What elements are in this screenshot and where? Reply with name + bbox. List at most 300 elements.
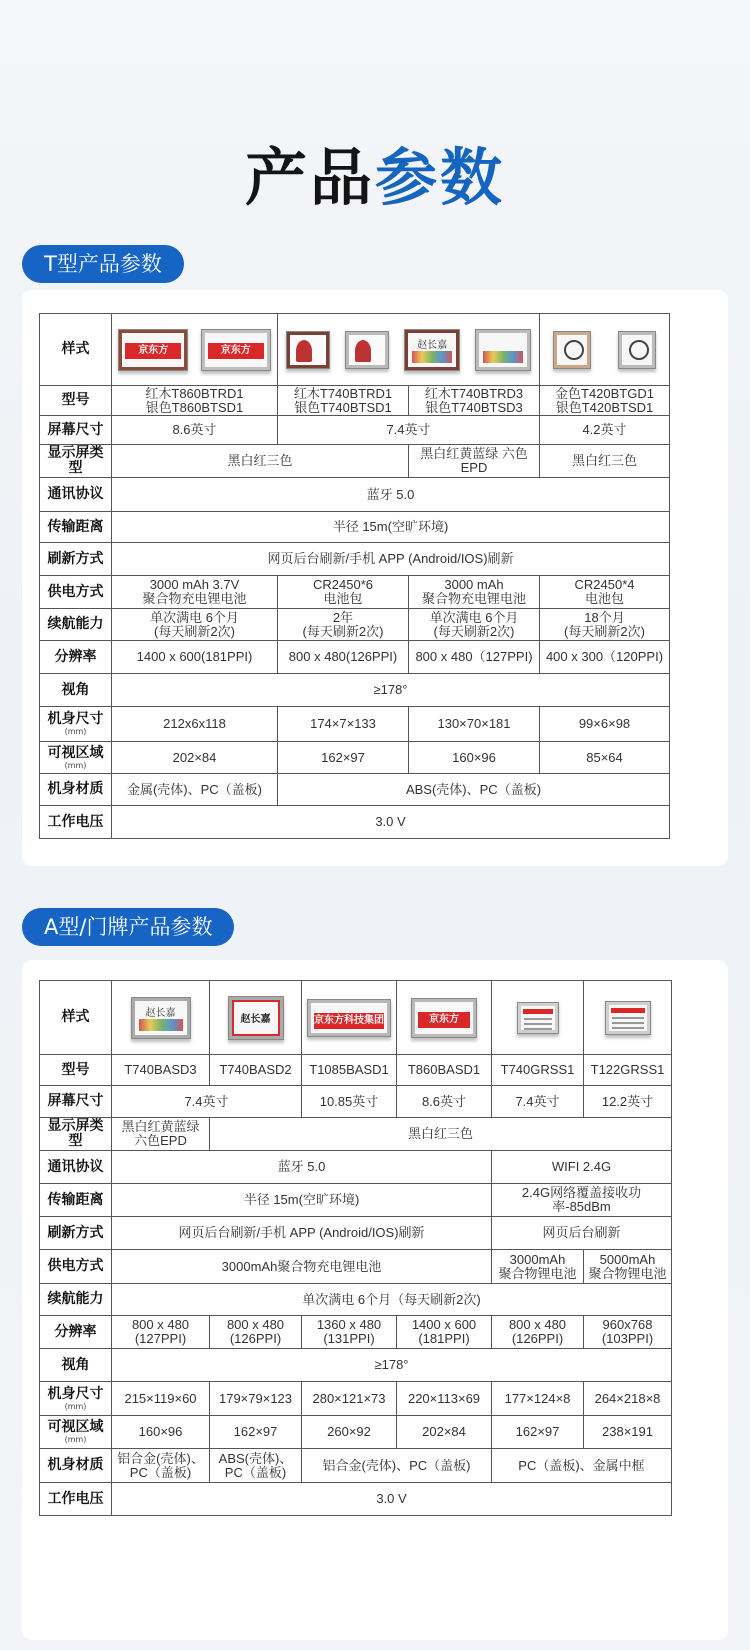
row-label	[40, 641, 112, 674]
spec-cell	[210, 1118, 672, 1151]
spec-cell	[112, 981, 210, 1055]
row-label-text: 工作电压	[47, 813, 104, 830]
cell-text-line: ABS(壳体)、PC（盖板)	[405, 781, 542, 797]
cell-text-line: 162×97	[321, 749, 365, 765]
spec-cell	[492, 1055, 584, 1086]
cell-text-line: ≥178°	[374, 1357, 409, 1372]
row-label-text: 屏幕尺寸	[47, 1093, 104, 1109]
cell-text-line: 8.6英寸	[172, 422, 217, 437]
cell-text-line: 7.4英寸	[386, 422, 431, 437]
spec-table-a-type	[39, 980, 672, 1516]
spec-cell	[302, 981, 397, 1055]
spec-row	[40, 1416, 672, 1449]
spec-row	[40, 1449, 672, 1483]
product-photo	[553, 331, 591, 369]
spec-row	[40, 742, 670, 774]
cell-text-line: 网页后台刷新/手机 APP (Android/IOS)刷新	[267, 551, 514, 566]
cell-text-line: 电池包	[323, 591, 363, 606]
cell-text-line: 黑白红黄蓝绿 六色EPD	[420, 446, 528, 475]
spec-row	[40, 1250, 672, 1284]
cell-text-line: 聚合物锂电池	[498, 1265, 577, 1281]
cell-text-line: 160×96	[452, 749, 496, 765]
spec-cell	[112, 1217, 492, 1250]
spec-row	[40, 981, 672, 1055]
spec-cell	[112, 1151, 492, 1184]
product-photo	[475, 329, 531, 371]
row-label	[40, 707, 112, 742]
spec-cell	[397, 1086, 492, 1118]
spec-row	[40, 806, 670, 839]
cell-text-line: 聚合物锂电池	[588, 1265, 667, 1281]
spec-row	[40, 1316, 672, 1349]
spec-cell	[409, 576, 540, 609]
cell-text-line: 3.0 V	[375, 814, 406, 829]
spec-cell	[492, 1217, 672, 1250]
row-label-unit: (mm)	[64, 760, 87, 770]
spec-cell	[112, 806, 670, 839]
cell-text-line: 162×97	[233, 1424, 278, 1439]
cell-text-line: 网页后台刷新/手机 APP (Android/IOS)刷新	[178, 1225, 425, 1240]
product-photo	[131, 997, 191, 1039]
cell-text-line: (每天刷新2次)	[302, 623, 384, 639]
cell-text-line: 162×97	[515, 1424, 560, 1439]
spec-cell	[540, 609, 670, 641]
spec-cell	[112, 1118, 210, 1151]
spec-cell	[540, 707, 670, 742]
spec-cell	[112, 416, 278, 445]
cell-text-line: 7.4英寸	[184, 1093, 229, 1109]
row-label	[40, 1284, 112, 1316]
row-label	[40, 806, 112, 839]
row-label	[40, 1250, 112, 1284]
row-label-text: 通讯协议	[47, 1158, 104, 1175]
cell-text-line: 2.4G网络覆盖接收功率-85dBm	[521, 1185, 642, 1214]
spec-cell	[397, 1382, 492, 1416]
cell-text-line: 聚合物充电锂电池	[421, 591, 526, 606]
spec-cell	[584, 1250, 672, 1284]
spec-cell	[397, 1055, 492, 1086]
cell-text-line: T122GRSS1	[590, 1062, 665, 1077]
row-label	[40, 1055, 112, 1086]
cell-text-line: 电池包	[584, 591, 624, 606]
spec-cell	[492, 1250, 584, 1284]
row-label	[40, 1349, 112, 1382]
row-label-text: 型号	[61, 392, 90, 408]
spec-cell	[540, 416, 670, 445]
spec-cell	[409, 641, 540, 674]
page-title-part2: 参数	[375, 141, 506, 214]
spec-cell	[540, 386, 670, 416]
cell-text-line: 3000 mAh	[444, 577, 504, 592]
spec-cell	[584, 1382, 672, 1416]
cell-text-line: (131PPI)	[323, 1331, 375, 1346]
spec-row	[40, 641, 670, 674]
cell-text-line: 160×96	[138, 1424, 183, 1439]
cell-text-line: 174×7×133	[310, 716, 376, 731]
cell-text-line: PC（盖板)、金属中框	[518, 1457, 645, 1473]
spec-row	[40, 1349, 672, 1382]
cell-text-line: 99×6×98	[578, 716, 631, 731]
page-title-part1: 产品	[244, 141, 375, 214]
spec-cell	[397, 1416, 492, 1449]
spec-row	[40, 478, 670, 512]
row-label	[40, 1416, 112, 1449]
cell-text-line: 黑白红黄蓝绿	[121, 1119, 200, 1134]
spec-cell	[210, 1382, 302, 1416]
spec-row	[40, 1086, 672, 1118]
cell-text-line: 5000mAh	[599, 1251, 656, 1267]
spec-row	[40, 1483, 672, 1516]
spec-cell	[278, 386, 409, 416]
row-label-text: 续航能力	[47, 616, 104, 632]
cell-text-line: 单次满电 6个月（每天刷新2次)	[302, 1291, 481, 1307]
spec-cell	[302, 1316, 397, 1349]
spec-cell	[302, 1382, 397, 1416]
spec-cell	[540, 576, 670, 609]
spec-row	[40, 386, 670, 416]
cell-text-line: CR2450*6	[313, 577, 373, 592]
spec-cell	[492, 1382, 584, 1416]
cell-text-line: PC（盖板)	[224, 1464, 287, 1480]
spec-cell	[492, 1151, 672, 1184]
cell-text-line: 7.4英寸	[515, 1093, 560, 1109]
cell-text-line: 蓝牙 5.0	[277, 1159, 326, 1174]
cell-text-line: 2年	[332, 609, 354, 625]
row-label-text: 样式	[61, 1009, 90, 1025]
cell-text-line: (每天刷新2次)	[154, 623, 235, 639]
cell-text-line: 铝合金(壳体)、PC（盖板)	[322, 1457, 471, 1473]
cell-text-line: (181PPI)	[418, 1331, 470, 1346]
cell-text-line: 800 x 480	[508, 1317, 567, 1332]
spec-cell	[210, 1055, 302, 1086]
row-label	[40, 576, 112, 609]
spec-cell	[112, 576, 278, 609]
cell-text-line: (126PPI)	[229, 1331, 282, 1346]
spec-cell	[112, 1449, 210, 1483]
spec-cell	[492, 1316, 584, 1349]
cell-text-line: 红木T860BTRD1	[145, 385, 244, 401]
spec-row	[40, 674, 670, 707]
spec-cell	[278, 641, 409, 674]
spec-cell	[112, 641, 278, 674]
spec-row	[40, 1284, 672, 1316]
row-label	[40, 674, 112, 707]
spec-cell	[278, 774, 670, 806]
row-label	[40, 1382, 112, 1416]
cell-text-line: T860BASD1	[407, 1062, 481, 1077]
spec-cell	[112, 386, 278, 416]
row-label-text: 机身材质	[47, 781, 104, 797]
spec-cell	[112, 774, 278, 806]
cell-text-line: 红木T740BTRD1	[293, 385, 393, 401]
spec-cell	[584, 981, 672, 1055]
row-label-text: 工作电压	[47, 1490, 104, 1507]
product-photo	[404, 329, 460, 371]
cell-text-line: 银色T860BTSD1	[145, 399, 244, 415]
cell-text-line: 金属(壳体)、PC（盖板)	[126, 781, 263, 797]
spec-cell	[584, 1316, 672, 1349]
row-label-text: 机身尺寸	[47, 711, 104, 727]
spec-row	[40, 543, 670, 576]
row-label	[40, 981, 112, 1055]
cell-text-line: 238×191	[602, 1424, 653, 1439]
product-photo	[118, 329, 188, 371]
cell-text-line: 220×113×69	[407, 1390, 481, 1406]
row-label-text: 屏幕尺寸	[47, 421, 104, 438]
product-photo	[345, 331, 389, 369]
row-label	[40, 1086, 112, 1118]
cell-text-line: 网页后台刷新	[542, 1225, 621, 1240]
cell-text-line: 10.85英寸	[319, 1093, 379, 1109]
row-label-text: 视角	[61, 681, 90, 698]
cell-text-line: 3000 mAh 3.7V	[149, 577, 240, 592]
cell-text-line: 单次满电 6个月	[429, 609, 519, 625]
spec-row	[40, 609, 670, 641]
spec-cell	[210, 1316, 302, 1349]
spec-cell	[112, 314, 278, 386]
product-photo	[517, 1002, 559, 1034]
spec-cell	[540, 742, 670, 774]
sign-text: 赵长嘉	[145, 1007, 176, 1019]
spec-cell	[540, 445, 670, 478]
cell-text-line: 聚合物充电锂电池	[142, 591, 247, 606]
spec-cell	[409, 707, 540, 742]
cell-text-line: 黑白红三色	[227, 453, 293, 468]
spec-cell	[112, 1184, 492, 1217]
row-label-unit: (mm)	[64, 727, 87, 736]
page-title	[0, 128, 750, 217]
row-label-text: 机身材质	[47, 1457, 104, 1473]
cell-text-line: 12.2英寸	[601, 1093, 654, 1109]
spec-cell	[409, 386, 540, 416]
cell-text-line: 1400 x 600	[411, 1317, 477, 1332]
cell-text-line: 400 x 300（120PPI)	[545, 649, 664, 664]
cell-text-line: 8.6英寸	[421, 1093, 467, 1109]
spec-cell	[112, 1055, 210, 1086]
section-heading-a-type: A型/门牌产品参数	[22, 908, 234, 946]
cell-text-line: (每天刷新2次)	[564, 623, 645, 639]
spec-cell	[210, 1449, 302, 1483]
spec-row	[40, 1184, 672, 1217]
spec-cell	[302, 1449, 492, 1483]
row-label-unit: (mm)	[64, 1401, 87, 1411]
spec-row	[40, 707, 670, 742]
spec-cell	[112, 1316, 210, 1349]
spec-cell	[112, 478, 670, 512]
product-photo	[618, 331, 656, 369]
spec-cell	[409, 742, 540, 774]
row-label-text: 通讯协议	[47, 486, 104, 502]
row-label-text: 续航能力	[47, 1291, 104, 1307]
spec-cell	[278, 314, 540, 386]
cell-text-line: 215×119×60	[124, 1390, 197, 1406]
row-label-text: 可视区域	[47, 1419, 104, 1435]
spec-cell	[112, 1382, 210, 1416]
product-photo	[411, 998, 477, 1038]
cell-text-line: 85×64	[586, 749, 623, 765]
section-heading-t-type: T型产品参数	[22, 245, 184, 283]
cell-text-line: 3.0 V	[376, 1491, 407, 1506]
cell-text-line: 202×84	[422, 1424, 466, 1439]
spec-cell	[112, 609, 278, 641]
row-label	[40, 543, 112, 576]
cell-text-line: 800 x 480	[226, 1317, 285, 1332]
sign-text: 京东方科技集团	[314, 1013, 384, 1029]
cell-text-line: 202×84	[172, 749, 217, 765]
spec-cell	[492, 1449, 672, 1483]
spec-row	[40, 774, 670, 806]
row-label-text: 样式	[61, 341, 90, 357]
cell-text-line: 800 x 480	[131, 1317, 190, 1332]
spec-cell	[112, 1250, 492, 1284]
row-label	[40, 1184, 112, 1217]
spec-cell	[409, 609, 540, 641]
cell-text-line: WIFI 2.4G	[551, 1159, 612, 1174]
cell-text-line: 金色T420BTGD1	[555, 385, 654, 401]
product-photo	[307, 999, 391, 1037]
cell-text-line: (103PPI)	[601, 1331, 654, 1346]
spec-cell	[278, 416, 540, 445]
spec-cell	[112, 1284, 672, 1316]
cell-text-line: 红木T740BTRD3	[424, 385, 524, 401]
product-photo	[605, 1001, 651, 1035]
spec-cell	[492, 981, 584, 1055]
row-label	[40, 478, 112, 512]
row-label	[40, 445, 112, 478]
sign-text: 京东方	[418, 1012, 470, 1028]
row-label	[40, 1217, 112, 1250]
spec-cell	[278, 742, 409, 774]
row-label	[40, 609, 112, 641]
spec-cell	[302, 1416, 397, 1449]
cell-text-line: 130×70×181	[437, 716, 511, 731]
spec-row	[40, 1382, 672, 1416]
row-label-text: 分辨率	[54, 1323, 97, 1340]
spec-table-t-type	[39, 313, 670, 839]
row-label	[40, 742, 112, 774]
cell-text-line: 黑白红三色	[571, 453, 637, 468]
cell-text-line: 半径 15m(空旷环境)	[332, 519, 449, 534]
row-label	[40, 1151, 112, 1184]
cell-text-line: T740BASD2	[219, 1062, 292, 1077]
spec-row	[40, 1055, 672, 1086]
cell-text-line: T740BASD3	[124, 1062, 197, 1077]
row-label-text: 分辨率	[54, 648, 97, 665]
row-label-text: 刷新方式	[47, 1224, 104, 1241]
cell-text-line: 银色T740BTSD1	[294, 399, 392, 415]
spec-row	[40, 1217, 672, 1250]
cell-text-line: (每天刷新2次)	[433, 623, 515, 639]
spec-cell	[112, 512, 670, 543]
row-label-text: 显示屏类型	[47, 1118, 104, 1149]
sign-text: 赵长嘉	[240, 1013, 271, 1025]
cell-text-line: 280×121×73	[312, 1390, 386, 1406]
spec-cell	[112, 543, 670, 576]
sign-text: 赵长嘉	[417, 339, 448, 351]
spec-cell	[397, 1316, 492, 1349]
spec-cell	[492, 1416, 584, 1449]
spec-row	[40, 416, 670, 445]
product-photo	[286, 331, 330, 369]
row-label-text: 可视区域	[47, 744, 104, 761]
spec-cell	[112, 445, 409, 478]
spec-row	[40, 1151, 672, 1184]
spec-cell	[112, 1349, 672, 1382]
cell-text-line: T1085BASD1	[309, 1062, 389, 1077]
spec-cell	[492, 1086, 584, 1118]
cell-text-line: 4.2英寸	[582, 422, 627, 437]
spec-cell	[112, 1086, 302, 1118]
row-label-text: 供电方式	[47, 583, 104, 600]
cell-text-line: ABS(壳体)、	[218, 1450, 293, 1466]
cell-text-line: 177×124×8	[504, 1390, 571, 1406]
spec-cell	[540, 314, 670, 386]
row-label	[40, 774, 112, 806]
row-label-text: 显示屏类型	[47, 445, 104, 476]
cell-text-line: CR2450*4	[574, 577, 635, 592]
cell-text-line: 212x6x118	[163, 716, 226, 731]
spec-row	[40, 445, 670, 478]
cell-text-line: PC（盖板)	[129, 1464, 192, 1480]
cell-text-line: 260×92	[327, 1424, 371, 1439]
cell-text-line: 3000mAh聚合物充电锂电池	[221, 1258, 382, 1274]
sign-text: 京东方	[208, 343, 264, 359]
cell-text-line: 半径 15m(空旷环境)	[243, 1192, 360, 1207]
spec-cell	[112, 1483, 672, 1516]
row-label	[40, 416, 112, 445]
spec-cell	[492, 1184, 672, 1217]
row-label-text: 供电方式	[47, 1258, 104, 1274]
cell-text-line: 179×79×123	[218, 1390, 293, 1406]
spec-cell	[584, 1055, 672, 1086]
cell-text-line: 蓝牙 5.0	[366, 486, 415, 502]
cell-text-line: 1360 x 480	[316, 1317, 382, 1332]
row-label	[40, 512, 112, 543]
product-photo	[228, 996, 284, 1040]
cell-text-line: 3000mAh	[509, 1251, 566, 1267]
cell-text-line: 银色T740BTSD3	[425, 399, 523, 415]
spec-cell	[540, 641, 670, 674]
cell-text-line: 黑白红三色	[407, 1126, 473, 1141]
spec-cell	[112, 1416, 210, 1449]
cell-text-line: (127PPI)	[134, 1331, 187, 1346]
spec-row	[40, 314, 670, 386]
spec-cell	[210, 981, 302, 1055]
cell-text-line: 六色EPD	[134, 1133, 187, 1148]
cell-text-line: 800 x 480(126PPI)	[288, 649, 398, 664]
spec-cell	[584, 1416, 672, 1449]
spec-cell	[302, 1055, 397, 1086]
cell-text-line: ≥178°	[373, 682, 408, 697]
row-label-text: 型号	[61, 1061, 90, 1078]
cell-text-line: 银色T420BTSD1	[555, 399, 654, 415]
row-label-text: 传输距离	[47, 518, 104, 535]
cell-text-line: 1400 x 600(181PPI)	[136, 649, 253, 664]
spec-cell	[397, 981, 492, 1055]
cell-text-line: 单次满电 6个月	[150, 609, 239, 625]
cell-text-line: 800 x 480（127PPI)	[415, 649, 533, 664]
row-label	[40, 1483, 112, 1516]
spec-cell	[210, 1416, 302, 1449]
spec-cell	[112, 707, 278, 742]
row-label-text: 机身尺寸	[47, 1385, 104, 1402]
cell-text-line: 960x768	[602, 1317, 653, 1332]
cell-text-line: 铝合金(壳体)、	[117, 1450, 204, 1466]
sign-text: 京东方	[125, 343, 181, 359]
cell-text-line: 264×218×8	[594, 1390, 661, 1406]
row-label-text: 刷新方式	[47, 550, 104, 567]
cell-text-line: 18个月	[584, 609, 625, 625]
